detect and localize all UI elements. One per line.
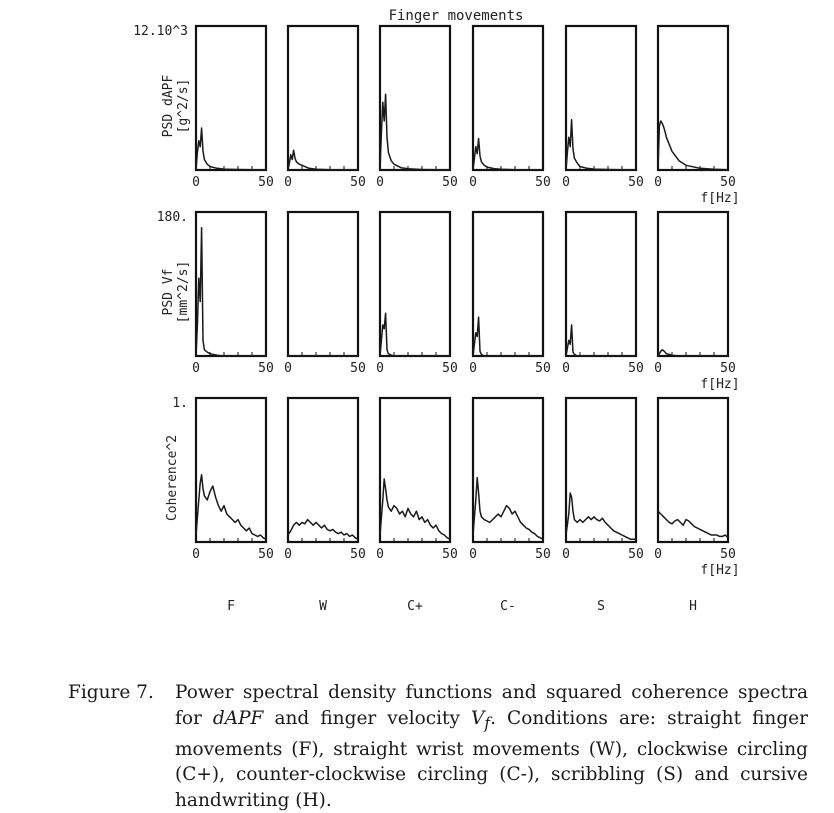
series-line-C+ [380,94,450,170]
x-tick-label: 50 [535,175,551,190]
x-tick-label: 0 [469,175,477,190]
x-tick-label: 50 [535,547,551,562]
y-axis-label: PSD Vf [161,268,176,316]
condition-label: H [689,599,697,614]
x-tick-label: 50 [442,361,458,376]
condition-label: C+ [407,599,423,614]
x-tick-label: 0 [562,547,570,562]
x-tick-label: 50 [258,547,274,562]
x-tick-label: 0 [284,175,292,190]
series-line-S [566,493,636,539]
caption-part: . Conditions are: straight finger movements (F), straight wrist movements (W), clockwise circling (C+), counter-clockwise circling (C-), scribbling (S) and cursive handwriting (H). [175,707,808,811]
x-tick-label: 0 [284,547,292,562]
panel-frame [380,26,450,170]
panel-frame [473,26,543,170]
y-axis-label: Coherence^2 [165,434,180,522]
series-line-W [288,520,358,540]
x-tick-label: 0 [562,175,570,190]
caption-part: V [471,707,485,729]
x-tick-label: 50 [628,547,644,562]
x-tick-label: 50 [720,175,736,190]
panel-frame [473,398,543,542]
panel-frame [380,398,450,542]
x-tick-label: 50 [350,547,366,562]
series-line-H [658,511,728,538]
y-max-label: 1. [172,396,188,411]
caption-part: and finger velocity [263,707,471,729]
x-unit-label: f[Hz] [700,563,740,578]
y-axis-label: PSD dAPF [161,74,176,138]
y-axis-unit: [mm^2/s] [176,260,191,324]
panel-frame [380,212,450,356]
figure-caption [68,680,808,813]
panel-frame [566,26,636,170]
x-tick-label: 50 [442,547,458,562]
panel-frame [473,212,543,356]
series-line-W [288,150,358,170]
series-line-C+ [380,313,450,356]
panel-frame [658,398,728,542]
panel-frame [288,398,358,542]
panel-frame [566,212,636,356]
x-tick-label: 0 [469,547,477,562]
x-tick-label: 50 [720,361,736,376]
caption-text [175,680,808,813]
panel-frame [196,26,266,170]
caption-part: Power spectral density functions and squared coherence spectra for [175,682,808,729]
x-tick-label: 0 [376,175,384,190]
panel-frame [196,212,266,356]
panel-frame [658,26,728,170]
series-line-C+ [380,479,450,539]
y-max-label: 180. [156,210,188,225]
condition-label: W [319,599,327,614]
series-line-F [196,228,266,356]
panel-frame [196,398,266,542]
series-line-S [566,120,636,170]
caption-label: Figure 7. [68,682,154,703]
x-tick-label: 0 [562,361,570,376]
x-unit-label: f[Hz] [700,377,740,392]
x-tick-label: 50 [535,361,551,376]
panel-frame [658,212,728,356]
x-tick-label: 0 [654,361,662,376]
x-tick-label: 0 [192,547,200,562]
x-tick-label: 0 [376,547,384,562]
x-tick-label: 0 [469,361,477,376]
panel-frame [288,212,358,356]
series-line-F [196,475,266,539]
caption-part: dAPF [212,707,264,729]
x-tick-label: 50 [350,175,366,190]
x-tick-label: 0 [192,175,200,190]
condition-label: F [227,599,235,614]
y-axis-unit: [g^2/s] [176,78,191,134]
series-line-S [566,325,636,356]
x-tick-label: 50 [628,361,644,376]
x-tick-label: 50 [628,175,644,190]
series-line-C- [473,317,543,356]
x-tick-label: 0 [376,361,384,376]
series-line-C- [473,478,543,540]
x-tick-label: 0 [192,361,200,376]
caption-part: f [484,714,491,733]
x-tick-label: 0 [654,547,662,562]
condition-label: S [597,599,605,614]
condition-label: C- [500,599,516,614]
x-unit-label: f[Hz] [700,191,740,206]
series-line-H [658,121,728,170]
x-tick-label: 50 [350,361,366,376]
series-line-F [196,128,266,170]
x-tick-label: 50 [258,361,274,376]
x-tick-label: 0 [654,175,662,190]
x-tick-label: 50 [442,175,458,190]
x-tick-label: 0 [284,361,292,376]
x-tick-label: 50 [720,547,736,562]
series-line-C- [473,139,543,171]
figure-title: Finger movements [388,8,524,24]
y-max-label: 12.10^3 [133,24,188,39]
panel-frame [288,26,358,170]
x-tick-label: 50 [258,175,274,190]
